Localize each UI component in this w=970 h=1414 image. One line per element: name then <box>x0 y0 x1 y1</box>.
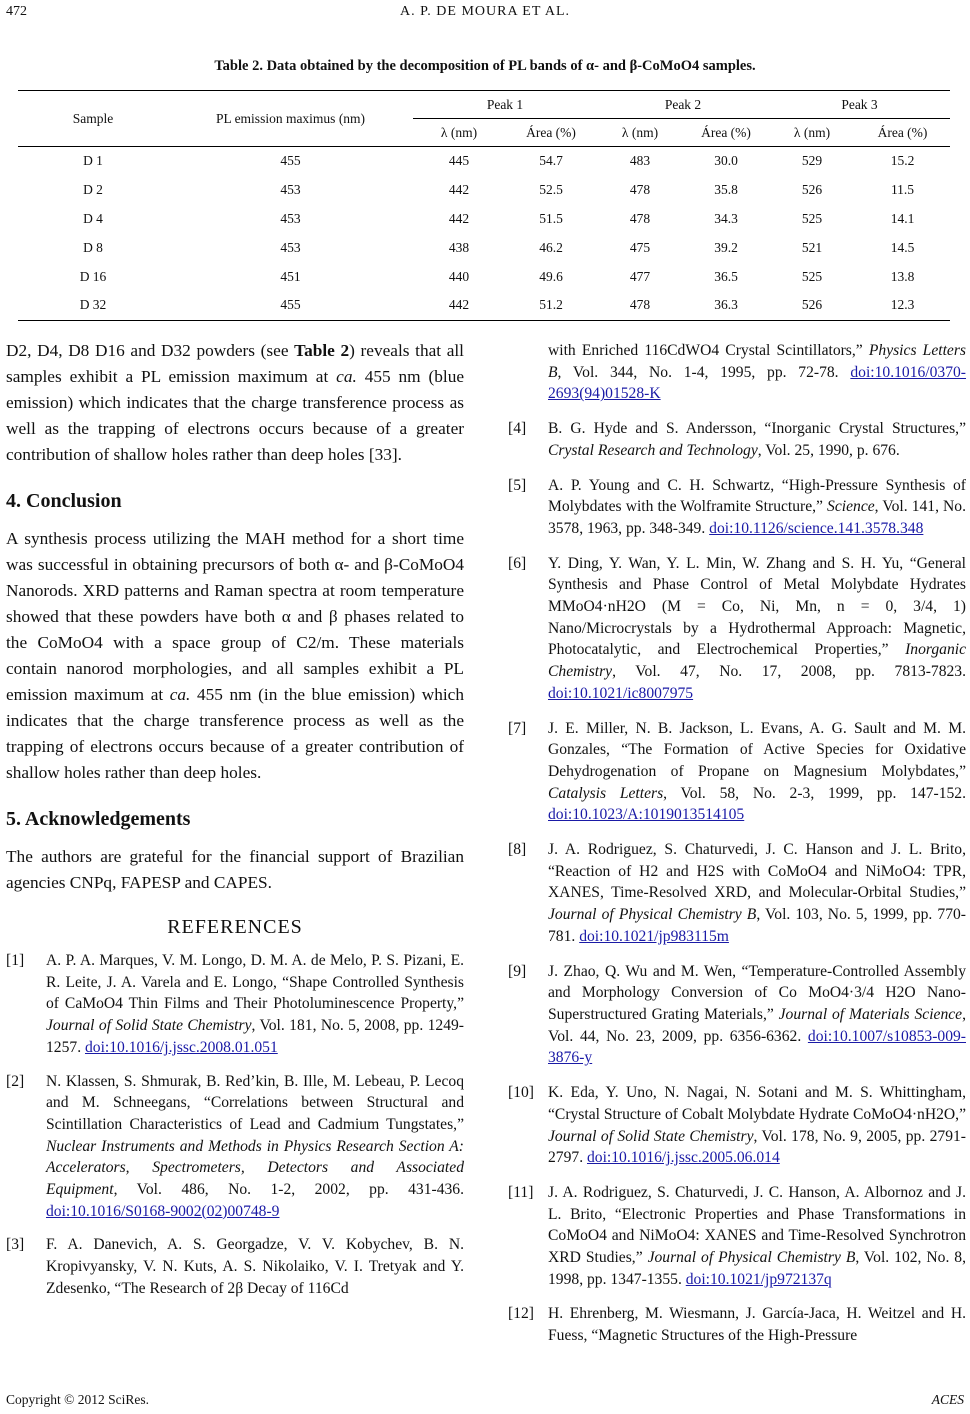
reference-item: [9] J. Zhao, Q. Wu and M. Wen, “Temperature-Controlled Assembly and Morphology Conversion of Co MoO4·3/4 H2O Nano-Superstructured Grating Materials,” Journal of Materials Science, Vol. 44, No. 23, 2009, pp. 6356-6362. doi:10.1007/s10853-009-3876-y <box>508 962 966 1067</box>
table-row <box>18 147 950 176</box>
table-cell: D 16 <box>79 268 107 284</box>
table-cell: 52.5 <box>539 182 563 198</box>
table-cell: 13.8 <box>890 268 915 284</box>
table-cell: D 8 <box>83 239 103 255</box>
subheader-area: Área (%) <box>855 119 950 147</box>
table-cell: 451 <box>280 268 301 284</box>
journal-name: Physics Letters B <box>548 342 966 381</box>
conclusion-paragraph: A synthesis process utilizing the MAH method for a short time was successful in obtaining precursors of both α- and β-CoMoO4 Nanorods. XRD patterns and Raman spectra at room temperature showed that these powders have both α and β phases related to the CoMoO4 with a space group of C2/m. These materials contain nanorod morphologies, and all samples exhibit a PL emission maximum at ca. 455 nm (in the blue emission) which indicates that the charge transference process as well as the trapping of electrons occurs because of a greater contribution of shallow holes rather than deep holes. <box>6 529 464 782</box>
reference-item: [4] B. G. Hyde and S. Andersson, “Inorganic Crystal Structures,” Crystal Research and Technology, Vol. 25, 1990, p. 676. <box>508 420 966 459</box>
journal-name: Journal of Physical Chemistry B <box>548 906 757 924</box>
table-cell: 453 <box>280 182 301 198</box>
doi-link[interactable]: doi:10.1021/jp972137q <box>685 1270 832 1288</box>
table-cell: 35.8 <box>714 182 738 198</box>
table-cell: 14.5 <box>890 239 915 255</box>
page-footer <box>6 1392 964 1408</box>
table-cell: 477 <box>629 268 651 284</box>
journal-name: Inorganic Chemistry <box>548 641 966 681</box>
table-caption: Table 2. Data obtained by the decomposition of PL bands of α- and β-CoMoO4 samples. <box>214 58 756 74</box>
header-peak-2: Peak 2 <box>597 91 769 119</box>
table-cell: 442 <box>448 182 470 198</box>
reference-item: [5] A. P. Young and C. H. Schwartz, “High-Pressure Synthesis of Molybdates with the Wolframite Structure,” Science, Vol. 141, No. 3578, 1963, pp. 348-349. doi:10.1126/science.141.3578.348 <box>508 476 966 537</box>
subheader-lambda: λ (nm) <box>597 119 683 147</box>
table-cell: 14.1 <box>890 210 915 226</box>
table-row <box>18 262 950 291</box>
table-cell: 526 <box>769 291 855 320</box>
reference-number: [12] <box>508 1305 534 1323</box>
subheader-area: Área (%) <box>683 119 769 147</box>
running-authors: A. P. DE MOURA ET AL. <box>399 4 571 19</box>
table-cell: D 1 <box>83 153 103 169</box>
doi-link[interactable]: doi:10.1016/0370-2693(94)01528-K <box>548 363 966 403</box>
doi-link[interactable]: doi:10.1016/S0168-9002(02)00748-9 <box>46 1202 280 1220</box>
journal-name: Science <box>827 498 875 516</box>
references-heading: REFERENCES <box>167 916 303 938</box>
header-sample: Sample <box>18 91 168 147</box>
journal-name: Journal of Physical Chemistry B <box>647 1249 856 1267</box>
table-cell: D 4 <box>83 210 103 226</box>
right-column <box>508 340 966 1347</box>
reference-number: [4] <box>508 420 527 438</box>
reference-list-left <box>6 950 464 1300</box>
doi-link[interactable]: doi:10.1007/s10853-009-3876-y <box>548 1027 966 1067</box>
table-cell: 478 <box>629 210 651 226</box>
reference-number: [3] <box>6 1236 25 1254</box>
table-cell: 51.2 <box>505 291 597 320</box>
subheader-area: Área (%) <box>505 119 597 147</box>
reference-number: [5] <box>508 476 527 494</box>
doi-link[interactable]: doi:10.1016/j.jssc.2005.06.014 <box>586 1149 780 1167</box>
header-peak-1: Peak 1 <box>413 91 597 119</box>
table-row <box>18 176 950 205</box>
results-paragraph: D2, D4, D8 D16 and D32 powders (see Table 2) reveals that all samples exhibit a PL emission maximum at ca. 455 nm (blue emission) which indicates that the charge transference process as well as the trapping of electrons occurs because of a greater contribution of shallow holes rather than deep holes [33]. <box>6 341 464 464</box>
table-cell: 445 <box>448 153 470 169</box>
table-row <box>18 205 950 234</box>
header-peak-3: Peak 3 <box>769 91 950 119</box>
table-cell: 15.2 <box>890 153 915 169</box>
header-pl-max: PL emission maximus (nm) <box>168 91 413 147</box>
table-cell: 475 <box>629 239 651 255</box>
table-cell: 455 <box>168 291 413 320</box>
reference-item: with Enriched 116CdWO4 Crystal Scintillators,” Physics Letters B, Vol. 344, No. 1-4, 1995, pp. 72-78. doi:10.1016/0370-2693(94)01528-K <box>548 342 966 403</box>
conclusion-heading: 4. Conclusion <box>6 490 122 512</box>
table-cell: 525 <box>801 210 823 226</box>
reference-item: [10] K. Eda, Y. Uno, N. Nagai, N. Sotani and M. S. Whittingham, “Crystal Structure of Cobalt Molybdate Hydrate CoMoO4·nH2O,” Journal of Solid State Chemistry, Vol. 178, No. 9, 2005, pp. 2791-2797. doi:10.1016/j.jssc.2005.06.014 <box>508 1084 966 1167</box>
table-reference: Table 2 <box>294 341 350 360</box>
table-cell: 46.2 <box>539 239 563 255</box>
reference-item: [6] Y. Ding, Y. Wan, Y. L. Min, W. Zhang and S. H. Yu, “General Synthesis and Phase Control of Metal Molybdate Hydrates MMoO4·nH2O (M = Co, Ni, Mn, n = 0, 3/4, 1) Nano/Microcrystals by a Hydrothermal Approach: Magnetic, Photocatalytic, and Electrochemical Properties,” Inorganic Chemistry, Vol. 47, No. 17, 2008, pp. 7813-7823. doi:10.1021/ic8007975 <box>508 554 966 702</box>
page-number: 472 <box>6 4 27 19</box>
table-cell: 529 <box>801 153 823 169</box>
table-cell: 440 <box>448 268 470 284</box>
left-column <box>6 338 464 1300</box>
table-cell: 525 <box>801 268 823 284</box>
table-cell: 478 <box>629 182 651 198</box>
table-cell: 438 <box>448 239 470 255</box>
table-cell: 49.6 <box>539 268 563 284</box>
table-cell: 526 <box>801 182 823 198</box>
table-cell: 51.5 <box>539 210 563 226</box>
journal-abbrev: ACES <box>931 1392 964 1407</box>
table-cell: 39.2 <box>714 239 738 255</box>
table-cell: 478 <box>597 291 683 320</box>
reference-number: [8] <box>508 841 527 859</box>
table-cell: 453 <box>280 210 301 226</box>
table-cell: 36.3 <box>683 291 769 320</box>
reference-item: [2] N. Klassen, S. Shmurak, B. Red’kin, B. Ille, M. Lebeau, P. Lecoq and M. Schneegans, “Correlations between Structural and Scintillation Characteristics of Lead and Cadmium Tungstates,” Nuclear Instruments and Methods in Physics Research Section A: Accelerators, Spectrometers, Detectors and Associated Equipment, Vol. 486, No. 1-2, 2002, pp. 431-436. doi:10.1016/S0168-9002(02)00748-9 <box>6 1072 464 1220</box>
table-row <box>18 291 950 320</box>
copyright: Copyright © 2012 SciRes. <box>6 1392 150 1407</box>
table-cell: D 32 <box>18 291 168 320</box>
journal-name: Nuclear Instruments and Methods in Physics Research Section A: Accelerators, Spectrometers, Detectors and Associated Equipment <box>46 1137 464 1199</box>
table-cell: 54.7 <box>539 153 563 169</box>
reference-number: [6] <box>508 554 527 572</box>
table-cell: 36.5 <box>714 268 738 284</box>
reference-item: [12] H. Ehrenberg, M. Wiesmann, J. García-Jaca, H. Weitzel and H. Fuess, “Magnetic Structures of the High-Pressure <box>508 1305 966 1345</box>
journal-name: Journal of Solid State Chemistry <box>46 1017 252 1035</box>
pl-decomposition-table <box>18 90 950 321</box>
reference-number: [11] <box>508 1183 534 1201</box>
table-row <box>18 233 950 262</box>
table-cell: 455 <box>280 153 301 169</box>
reference-item: [8] J. A. Rodriguez, S. Chaturvedi, J. C. Hanson and J. L. Brito, “Reaction of H2 and H2S with CoMoO4 and NiMoO4: TPR, XANES, Time-Resolved XRD, and Molecular-Orbital Studies,” Journal of Physical Chemistry B, Vol. 103, No. 5, 1999, pp. 770-781. doi:10.1021/jp983115m <box>508 841 966 945</box>
doi-link[interactable]: doi:10.1023/A:1019013514105 <box>548 806 745 824</box>
reference-item: [11] J. A. Rodriguez, S. Chaturvedi, J. C. Hanson, A. Albornoz and J. L. Brito, “Electronic Properties and Phase Transformations in CoMoO4 and NiMoO4: XANES and Time-Resolved Synchrotron XRD Studies,” Journal of Physical Chemistry B, Vol. 102, No. 8, 1998, pp. 1347-1355. doi:10.1021/jp972137q <box>508 1183 967 1288</box>
journal-name: Journal of Materials Science <box>778 1005 963 1023</box>
reference-number: [9] <box>508 962 527 980</box>
subheader-lambda: λ (nm) <box>413 119 505 147</box>
doi-link[interactable]: doi:10.1021/jp983115m <box>579 927 729 945</box>
acknowledgements-paragraph: The authors are grateful for the financial support of Brazilian agencies CNPq, FAPESP and CAPES. <box>6 847 464 892</box>
doi-link[interactable]: doi:10.1021/ic8007975 <box>548 684 694 702</box>
reference-number: [1] <box>6 952 25 969</box>
doi-link[interactable]: doi:10.1126/science.141.3578.348 <box>709 519 924 537</box>
reference-number: [7] <box>508 719 527 737</box>
reference-number: [10] <box>508 1084 534 1102</box>
journal-name: Crystal Research and Technology <box>548 441 758 459</box>
reference-item: [1] A. P. A. Marques, V. M. Longo, D. M. A. de Melo, P. S. Pizani, E. R. Leite, J. A. Varela and E. Longo, “Shape Controlled Synthesis of CaMoO4 Thin Films and Their Photoluminescence Property,” Journal of Solid State Chemistry, Vol. 181, No. 5, 2008, pp. 1249-1257. doi:10.1016/j.jssc.2008.01.051 <box>6 952 464 1056</box>
reference-item: [7] J. E. Miller, N. B. Jackson, L. Evans, A. G. Sault and M. M. Gonzales, “The Formation of Active Species for Oxidative Dehydrogenation of Propane on Magnesium Molybdates,” Catalysis Letters, Vol. 58, No. 2-3, 1999, pp. 147-152. doi:10.1023/A:1019013514105 <box>508 719 966 824</box>
table-cell: 521 <box>801 239 823 255</box>
table-cell: 442 <box>448 210 470 226</box>
table-cell: 12.3 <box>855 291 950 320</box>
running-header <box>0 0 970 26</box>
table-cell: 34.3 <box>714 210 738 226</box>
table-cell: 442 <box>413 291 505 320</box>
table-cell: 453 <box>280 239 301 255</box>
table-cell: 483 <box>629 153 651 169</box>
table-cell: 30.0 <box>714 153 738 169</box>
reference-number: [2] <box>6 1072 25 1090</box>
table-cell: 11.5 <box>890 182 915 198</box>
journal-name: Journal of Solid State Chemistry <box>548 1127 754 1145</box>
table-cell: D 2 <box>83 182 103 198</box>
acknowledgements-heading: 5. Acknowledgements <box>6 808 191 830</box>
doi-link[interactable]: doi:10.1016/j.jssc.2008.01.051 <box>84 1038 278 1056</box>
reference-list-right <box>508 340 966 1347</box>
subheader-lambda: λ (nm) <box>769 119 855 147</box>
journal-name: Catalysis Letters <box>548 784 664 802</box>
reference-item: [3] F. A. Danevich, A. S. Georgadze, V. V. Kobychev, B. N. Kropivyansky, V. N. Kuts, A. S. Nikolaiko, V. I. Tretyak and Y. Zdesenko, “The Research of 2β Decay of 116Cd <box>6 1236 464 1297</box>
